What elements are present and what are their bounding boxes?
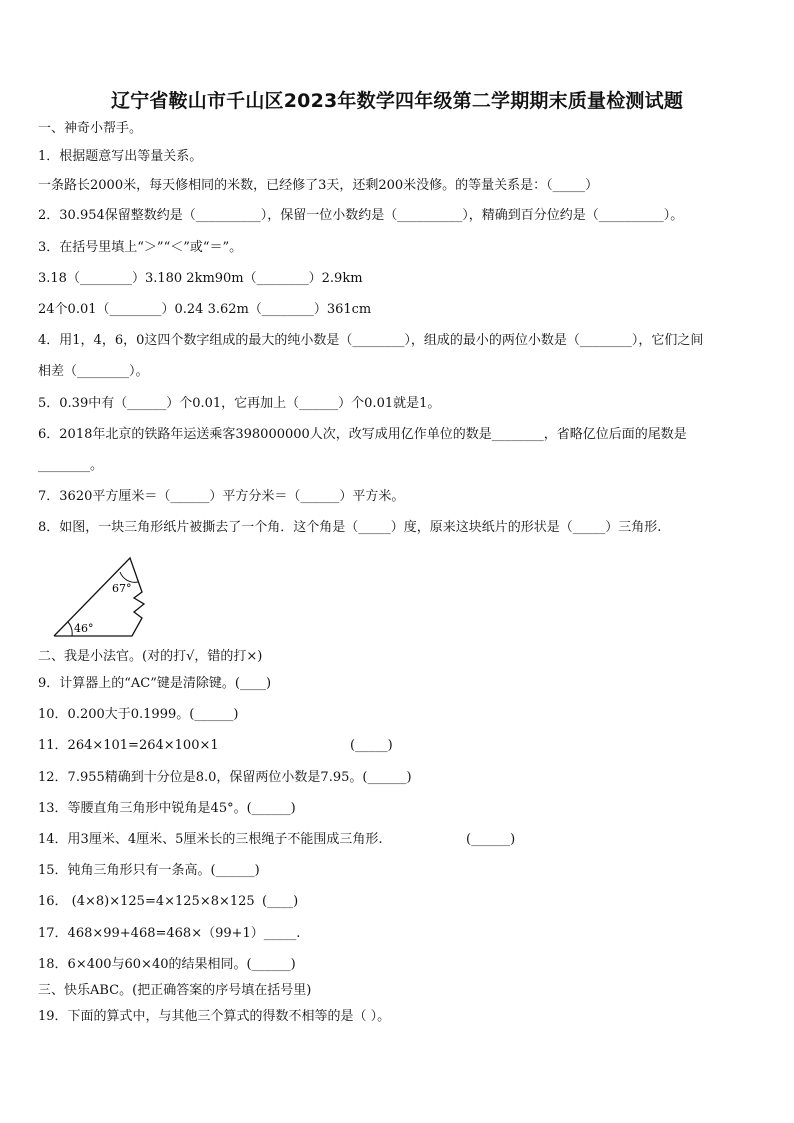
question-7: 7．3620平方厘米＝（______）平方分米＝（______）平方米。 <box>38 489 405 504</box>
page-title: 辽宁省鞍山市千山区2023年数学四年级第二学期期末质量检测试题 <box>110 90 684 112</box>
question-6-continued: ________。 <box>38 458 104 473</box>
question-4-continued: 相差（________）。 <box>38 364 149 379</box>
question-17: 17．468×99+468=468×（99+1）_____. <box>38 926 301 941</box>
question-1: 1．根据题意写出等量关系。 <box>38 149 203 164</box>
torn-triangle-figure <box>50 556 160 640</box>
question-14: 14．用3厘米、4厘米、5厘米长的三根绳子不能围成三角形. <box>38 832 383 847</box>
bottom-angle-arc <box>68 622 72 636</box>
question-13: 13．等腰直角三角形中锐角是45°。(______) <box>38 801 296 816</box>
section-1-heading: 一、神奇小帮手。 <box>38 121 143 136</box>
question-19: 19．下面的算式中，与其他三个算式的得数不相等的是（ ）。 <box>38 1009 391 1024</box>
question-3-row-1: 3.18（________）3.180 2km90m（________）2.9km <box>38 271 363 286</box>
question-2: 2．30.954保留整数约是（__________），保留一位小数约是（__________），精确到百分位约是（__________）。 <box>38 208 684 223</box>
question-3-row-2: 24个0.01（________）0.24 3.62m（________）361cm <box>38 302 372 317</box>
question-11: 11．264×101=264×100×1 <box>38 738 219 753</box>
question-16-answer: (____) <box>262 894 299 909</box>
triangle-outline <box>54 558 144 636</box>
question-3: 3．在括号里填上“＞”“＜”或“＝”。 <box>38 240 243 255</box>
question-6: 6．2018年北京的铁路年运送乘客398000000人次，改写成用亿作单位的数是________，省略亿位后面的尾数是 <box>38 427 687 442</box>
angle-label-bottom: 46° <box>74 622 94 635</box>
question-14-answer: (______) <box>466 832 516 847</box>
question-10: 10．0.200大于0.1999。(______) <box>38 707 239 722</box>
question-18: 18．6×400与60×40的结果相同。(______) <box>38 957 296 972</box>
question-11-answer: (_____) <box>350 738 393 753</box>
question-1-body: 一条路长2000米，每天修相同的米数，已经修了3天，还剩200米没修。的等量关系是：（_____） <box>38 178 599 193</box>
angle-label-top: 67° <box>112 582 132 595</box>
question-12: 12．7.955精确到十分位是8.0，保留两位小数是7.95。(______) <box>38 770 412 785</box>
section-2-heading: 二、我是小法官。(对的打√，错的打×) <box>38 649 263 664</box>
section-3-heading: 三、快乐ABC。(把正确答案的序号填在括号里) <box>38 983 312 998</box>
question-9: 9．计算器上的“AC”键是清除键。(____) <box>38 676 272 691</box>
question-16: 16． (4×8)×125=4×125×8×125 <box>38 894 255 909</box>
question-8: 8．如图，一块三角形纸片被撕去了一个角．这个角是（_____）度，原来这块纸片的形状是（_____）三角形. <box>38 520 662 535</box>
question-15: 15．钝角三角形只有一条高。(______) <box>38 863 260 878</box>
question-4: 4．用1，4，6，0这四个数字组成的最大的纯小数是（________），组成的最小的两位小数是（________），它们之间 <box>38 333 704 348</box>
question-5: 5．0.39中有（______）个0.01，它再加上（______）个0.01就是1。 <box>38 396 441 411</box>
